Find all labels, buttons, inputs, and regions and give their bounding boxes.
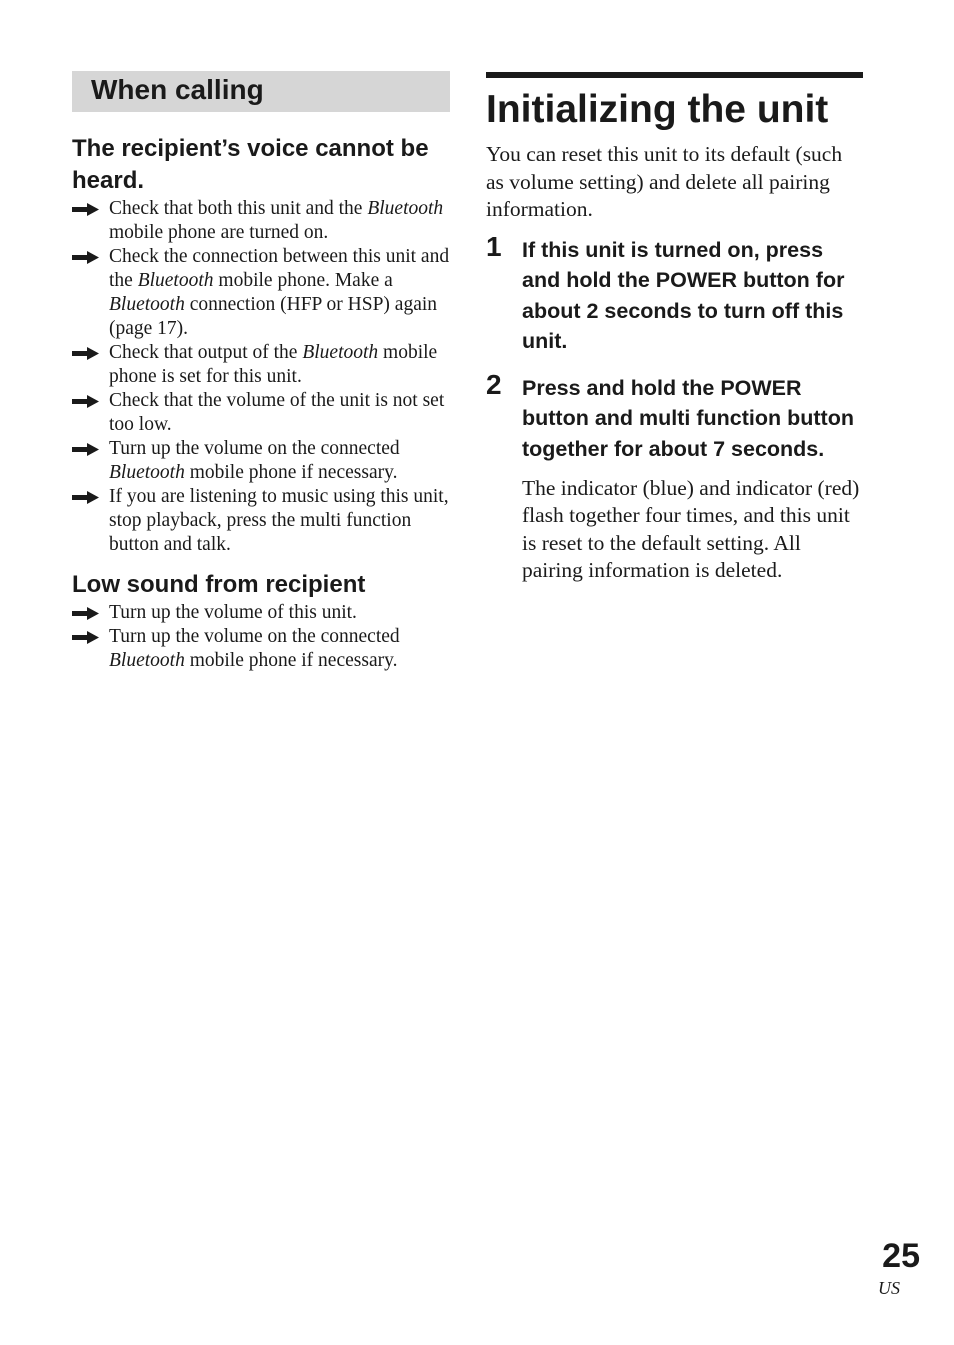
list-item: If you are listening to music using this unit, stop playback, press the multi function button and talk. xyxy=(72,485,450,557)
list-item: Turn up the volume on the connected Bluetooth mobile phone if necessary. xyxy=(72,625,450,673)
italic-term: Bluetooth xyxy=(367,198,444,219)
italic-term: Bluetooth xyxy=(137,270,214,291)
step-text: Press and hold the POWER button and multi function button together for about 7 seconds. xyxy=(522,375,854,461)
right-column xyxy=(486,72,863,584)
problem-heading-voice-not-heard: The recipient’s voice cannot be heard. xyxy=(72,135,429,194)
step-text: If this unit is turned on, press and hold the POWER button for about 2 seconds to turn off this unit. xyxy=(522,237,845,353)
right-arrow-icon xyxy=(72,395,99,408)
problem-heading-low-sound: Low sound from recipient xyxy=(72,571,366,598)
intro-paragraph: You can reset this unit to its default (such as volume setting) and delete all pairing information. xyxy=(486,142,843,221)
right-arrow-icon xyxy=(72,443,99,456)
right-arrow-icon xyxy=(72,631,99,644)
list-item: Check that output of the Bluetooth mobile phone is set for this unit. xyxy=(72,341,450,389)
title-rule xyxy=(486,72,863,78)
right-arrow-icon xyxy=(72,491,99,504)
italic-term: Bluetooth xyxy=(302,342,379,363)
section-banner xyxy=(72,71,450,112)
right-arrow-icon xyxy=(72,203,99,216)
step-2 xyxy=(486,368,863,465)
right-arrow-icon xyxy=(72,347,99,360)
right-arrow-icon xyxy=(72,607,99,620)
step-1 xyxy=(486,230,863,357)
italic-term: Bluetooth xyxy=(109,462,185,483)
list-item: Turn up the volume of this unit. xyxy=(72,601,450,625)
step-number: 1 xyxy=(486,230,502,262)
list-item: Check that the volume of the unit is not set too low. xyxy=(72,389,450,437)
list-item: Turn up the volume on the connected Bluetooth mobile phone if necessary. xyxy=(72,437,450,485)
region-code: US xyxy=(878,1278,900,1298)
right-arrow-icon xyxy=(72,251,99,264)
section-title: When calling xyxy=(91,74,264,105)
step-number: 2 xyxy=(486,368,502,400)
list-item: Check the connection between this unit and the Bluetooth mobile phone. Make a Bluetooth connection (HFP or HSP) again (page 17). xyxy=(72,245,450,341)
page-number: 25 xyxy=(882,1237,920,1275)
step-2-result: The indicator (blue) and indicator (red) flash together four times, and this unit is reset to the default setting. All pairing information is deleted. xyxy=(522,476,860,582)
solution-list-voice-not-heard xyxy=(72,197,450,557)
solution-list-low-sound xyxy=(72,601,450,673)
left-column xyxy=(72,71,450,673)
italic-term: Bluetooth xyxy=(109,650,185,671)
italic-term: Bluetooth xyxy=(109,294,185,315)
page-title: Initializing the unit xyxy=(486,88,829,131)
list-item: Check that both this unit and the Bluetooth mobile phone are turned on. xyxy=(72,197,450,245)
